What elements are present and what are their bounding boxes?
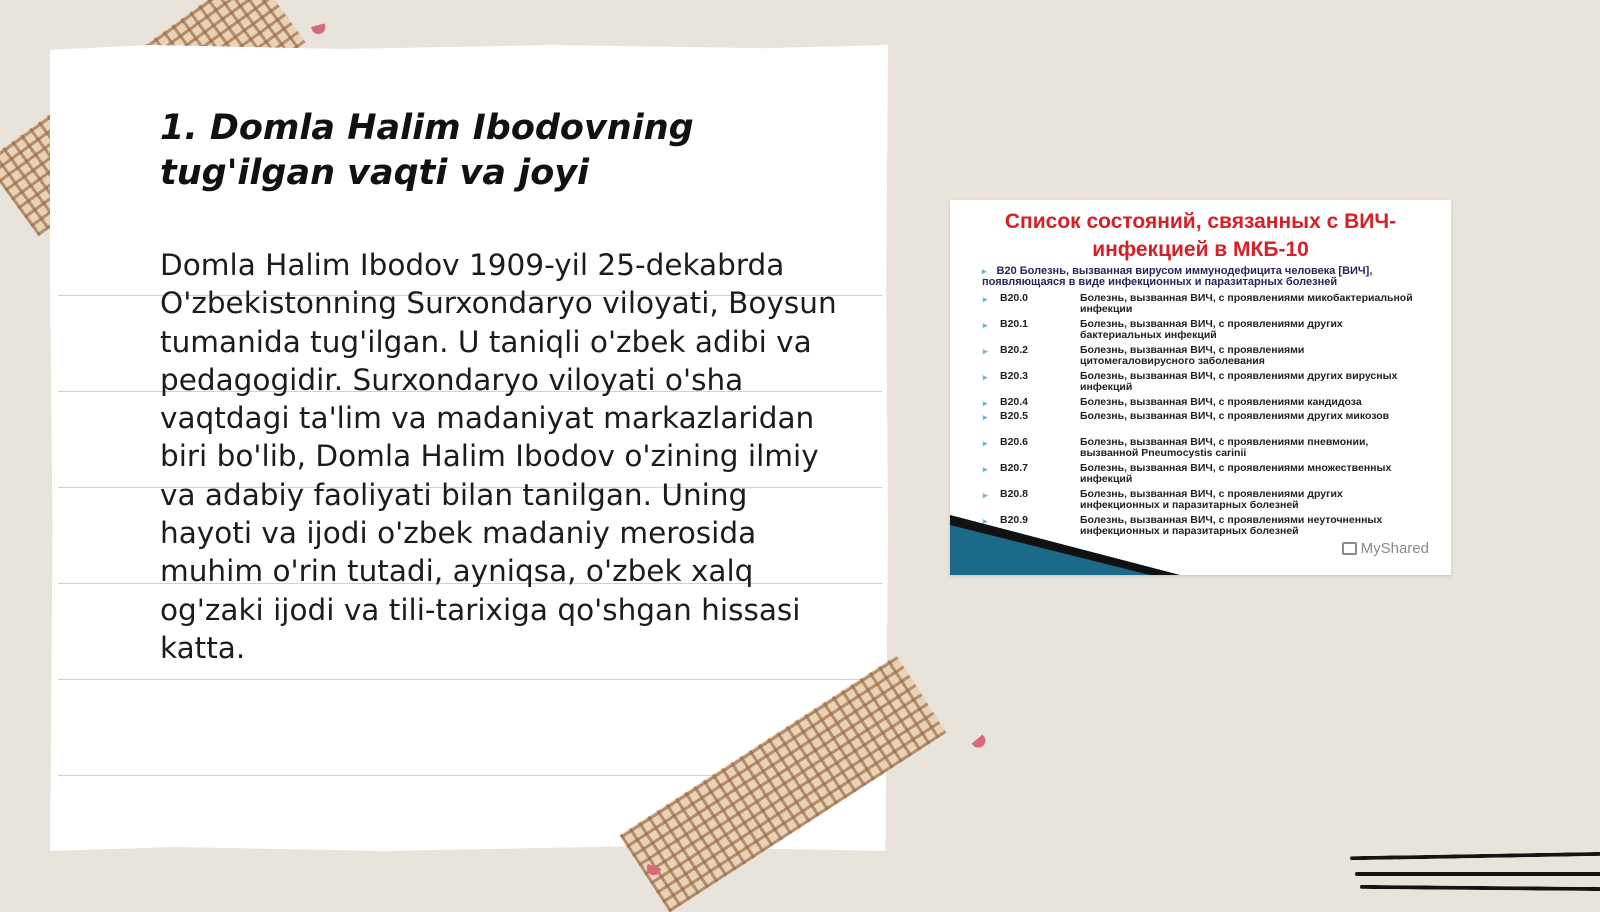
item-description: Болезнь, вызванная ВИЧ, с проявлениями кандидоза xyxy=(1080,396,1362,408)
bullet-icon: ▸ xyxy=(983,398,988,408)
item-code: B20.2 xyxy=(1000,344,1029,356)
bullet-icon: ▸ xyxy=(983,346,988,356)
item-code: B20.6 xyxy=(1000,436,1029,448)
myshared-watermark xyxy=(1342,540,1429,557)
image-list-item xyxy=(950,463,1451,489)
bullet-icon: ▸ xyxy=(983,294,988,304)
image-corner-decoration xyxy=(950,515,1180,575)
item-description: Болезнь, вызванная ВИЧ, с проявлениями пневмонии, вызванной Pneumocystis carinii xyxy=(1080,436,1369,459)
item-description: Болезнь, вызванная ВИЧ, с проявлениями множественных инфекций xyxy=(1080,462,1392,485)
image-list-item xyxy=(950,411,1451,437)
brush-stroke-decoration xyxy=(1360,885,1600,891)
brush-stroke-decoration xyxy=(1350,852,1600,861)
bullet-icon: ▸ xyxy=(983,464,988,474)
bullet-icon: ▸ xyxy=(982,266,987,276)
item-description: Болезнь, вызванная ВИЧ, с проявлениями цитомегаловирусного заболевания xyxy=(1080,344,1305,367)
image-header-row xyxy=(982,266,1422,288)
bullet-icon: ▸ xyxy=(983,372,988,382)
bullet-icon: ▸ xyxy=(983,412,988,422)
bullet-icon: ▸ xyxy=(983,438,988,448)
item-description: Болезнь, вызванная ВИЧ, с проявлениями неуточненных инфекционных и паразитарных болезней xyxy=(1080,514,1383,537)
item-code: B20.0 xyxy=(1000,292,1029,304)
watermark-text: MyShared xyxy=(1360,540,1429,557)
item-code: B20.3 xyxy=(1000,370,1029,382)
bullet-icon: ▸ xyxy=(983,490,988,500)
chart-icon xyxy=(1342,542,1357,555)
image-list-item xyxy=(950,319,1451,345)
item-description: Болезнь, вызванная ВИЧ, с проявлениями других микозов xyxy=(1080,410,1390,422)
slide-title: 1. Domla Halim Ibodovning tug'ilgan vaqti va joyi xyxy=(160,108,694,193)
slide-body-text: Domla Halim Ibodov 1909-yil 25-dekabrda O'zbekistonning Surxondaryo viloyati, Boysun tumanida tug'ilgan. U taniqli o'zbek adibi va pedagogidir. Surxondaryo viloyati o'sha vaqtdagi ta'lim va madaniyat markazlaridan biri bo'lib, Domla Halim Ibodov o'zining ilmiy va adabiy faoliyati bilan tanilgan. Uning hayoti va ijodi o'zbek madaniy merosida muhim o'rin tutadi, ayniqsa, o'zbek xalq og'zaki ijodi va tili-tarixiga qo'shgan hissasi katta. xyxy=(160,248,837,665)
tape-pin-right xyxy=(972,735,989,751)
item-description: Болезнь, вызванная ВИЧ, с проявлениями других инфекционных и паразитарных болезней xyxy=(1080,488,1343,511)
item-description: Болезнь, вызванная ВИЧ, с проявлениями микобактериальной инфекции xyxy=(1080,292,1413,315)
item-code: B20.9 xyxy=(1000,514,1029,526)
item-code: B20.1 xyxy=(1000,318,1029,330)
item-code: B20.5 xyxy=(1000,410,1029,422)
image-list-item xyxy=(950,371,1451,397)
item-code: B20.4 xyxy=(1000,396,1029,408)
tape-pin-top xyxy=(311,23,327,35)
paper-rule-line xyxy=(58,679,882,680)
image-list-item xyxy=(950,345,1451,371)
item-description: Болезнь, вызванная ВИЧ, с проявлениями других бактериальных инфекций xyxy=(1080,318,1343,341)
image-list-item xyxy=(950,489,1451,515)
image-list-item xyxy=(950,437,1451,463)
brush-stroke-decoration xyxy=(1355,872,1600,876)
embedded-slide-image xyxy=(950,200,1451,575)
image-header-text: B20 Болезнь, вызванная вирусом иммунодефицита человека [ВИЧ], появляющаяся в виде инфекционных и паразитарных болезней xyxy=(982,265,1373,288)
image-title: Список состояний, связанных с ВИЧ-инфекцией в МКБ-10 xyxy=(1004,210,1397,261)
image-list-item xyxy=(950,293,1451,319)
item-code: B20.8 xyxy=(1000,488,1029,500)
item-code: B20.7 xyxy=(1000,462,1029,474)
item-description: Болезнь, вызванная ВИЧ, с проявлениями других вирусных инфекций xyxy=(1080,370,1398,393)
bullet-icon: ▸ xyxy=(983,320,988,330)
bullet-icon: ▸ xyxy=(983,516,988,526)
